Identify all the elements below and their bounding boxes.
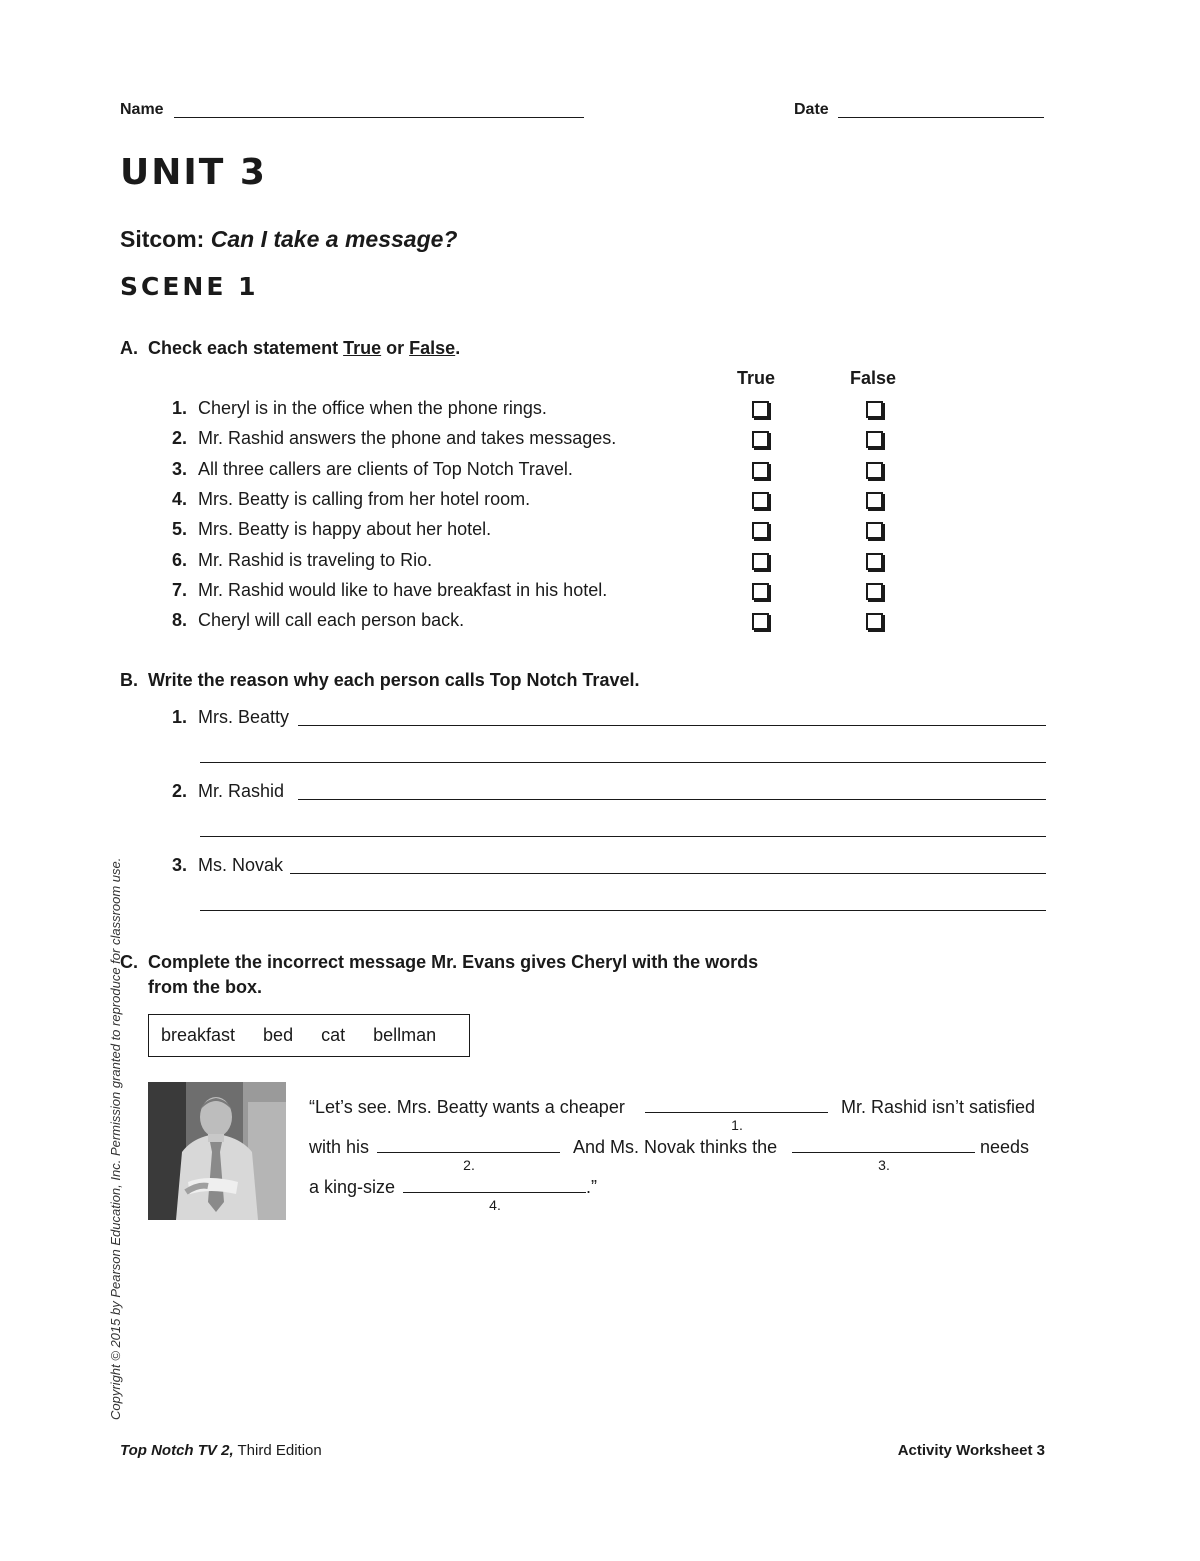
- section-a-instr-end: .: [455, 338, 461, 358]
- statement-item: [172, 489, 530, 510]
- sitcom-title: [120, 226, 457, 253]
- statement-text: Cheryl will call each person back.: [198, 610, 465, 631]
- true-checkbox[interactable]: [752, 583, 769, 600]
- reason-number: 1.: [172, 707, 188, 727]
- false-checkbox[interactable]: [866, 431, 883, 448]
- section-a-instruction: [120, 338, 460, 359]
- true-checkbox[interactable]: [752, 492, 769, 509]
- passage-text-6: a king-size: [309, 1177, 396, 1197]
- answer-line[interactable]: [200, 910, 1046, 911]
- copyright-notice: Copyright © 2015 by Pearson Education, Inc. Permission granted to reproduce for classroom use.: [108, 857, 123, 1420]
- blank-1-line[interactable]: [645, 1112, 828, 1113]
- statement-text: Mr. Rashid answers the phone and takes messages.: [198, 428, 617, 449]
- passage-text-3: with his: [309, 1137, 370, 1157]
- answer-line[interactable]: [298, 725, 1046, 726]
- section-a-instr-text: Check each statement: [148, 338, 339, 358]
- blank-2-line[interactable]: [377, 1152, 560, 1153]
- mr-evans-photo: [148, 1082, 286, 1220]
- passage-text-4: And Ms. Novak thinks the: [573, 1137, 778, 1157]
- passage-text-2: Mr. Rashid isn’t satisfied: [841, 1097, 1036, 1117]
- statement-text: Mrs. Beatty is calling from her hotel room.: [198, 488, 531, 509]
- statement-item: [172, 519, 491, 540]
- section-c-letter: C.: [120, 952, 138, 972]
- statement-number: 7.: [172, 579, 188, 600]
- date-field-line[interactable]: [838, 117, 1044, 118]
- footer-book-title: Top Notch TV 2,: [120, 1442, 234, 1459]
- passage-text-7: .”: [586, 1177, 597, 1197]
- blank-4-number: 4.: [489, 1197, 501, 1213]
- section-b-instr-text: Write the reason why each person calls Top Notch Travel.: [148, 670, 640, 690]
- word-box-item: breakfast: [161, 1025, 236, 1045]
- reason-person-name: Ms. Novak: [198, 855, 284, 875]
- false-checkbox[interactable]: [866, 462, 883, 479]
- answer-line[interactable]: [290, 873, 1046, 874]
- statement-number: 4.: [172, 488, 188, 509]
- section-c-instr-line1: Complete the incorrect message Mr. Evans gives Cheryl with the words: [148, 952, 759, 972]
- true-checkbox[interactable]: [752, 613, 769, 630]
- word-box: [148, 1014, 470, 1057]
- statement-number: 5.: [172, 519, 188, 540]
- answer-line[interactable]: [200, 762, 1046, 763]
- true-checkbox[interactable]: [752, 462, 769, 479]
- statement-item: [172, 610, 464, 631]
- blank-2-number: 2.: [463, 1157, 475, 1173]
- footer-worksheet: Activity Worksheet 3: [897, 1442, 1045, 1459]
- unit-title: UNIT 3: [120, 152, 267, 193]
- footer-book: [120, 1442, 322, 1459]
- statement-text: Mrs. Beatty is happy about her hotel.: [198, 519, 492, 540]
- blank-1-number: 1.: [731, 1117, 743, 1133]
- column-header-true: True: [737, 368, 776, 388]
- statement-text: Cheryl is in the office when the phone rings.: [198, 398, 547, 418]
- section-a-letter: A.: [120, 338, 138, 358]
- sitcom-episode-title: Can I take a message?: [210, 226, 458, 252]
- passage-text-1: “Let’s see. Mrs. Beatty wants a cheaper: [309, 1097, 625, 1117]
- statement-item: [172, 428, 616, 449]
- true-checkbox[interactable]: [752, 401, 769, 418]
- statement-number: 1.: [172, 398, 188, 418]
- name-label: Name: [120, 101, 164, 118]
- false-checkbox[interactable]: [866, 583, 883, 600]
- blank-3-number: 3.: [878, 1157, 890, 1173]
- false-checkbox[interactable]: [866, 401, 883, 418]
- reason-number: 3.: [172, 855, 188, 875]
- section-c-instruction: [120, 950, 758, 1000]
- statement-item: [172, 398, 547, 419]
- statement-text: Mr. Rashid would like to have breakfast in his hotel.: [198, 579, 608, 600]
- statement-item: [172, 459, 573, 480]
- word-box-item: bellman: [373, 1025, 437, 1045]
- footer-edition: Third Edition: [237, 1442, 322, 1459]
- section-a-instr-true: True: [343, 338, 382, 358]
- section-a-instr-false: False: [409, 338, 456, 358]
- word-box-item: bed: [263, 1025, 294, 1045]
- reason-item: [172, 855, 283, 876]
- sitcom-label: Sitcom:: [120, 226, 205, 252]
- passage-line-1: [309, 1097, 625, 1118]
- reason-person-name: Mrs. Beatty: [198, 707, 290, 727]
- statement-item: [172, 580, 607, 601]
- reason-number: 2.: [172, 781, 188, 801]
- passage-text-5: needs: [980, 1137, 1030, 1157]
- true-checkbox[interactable]: [752, 553, 769, 570]
- blank-4-line[interactable]: [403, 1192, 586, 1193]
- column-header-false: False: [850, 368, 897, 388]
- answer-line[interactable]: [200, 836, 1046, 837]
- reason-person-name: Mr. Rashid: [198, 781, 285, 801]
- blank-3-line[interactable]: [792, 1152, 975, 1153]
- statement-number: 2.: [172, 428, 188, 449]
- statement-number: 6.: [172, 549, 188, 570]
- statement-number: 8.: [172, 610, 188, 631]
- date-label: Date: [794, 101, 829, 118]
- statement-item: [172, 550, 432, 571]
- scene-title: SCENE 1: [120, 272, 259, 301]
- reason-item: [172, 781, 284, 802]
- section-b-letter: B.: [120, 670, 138, 690]
- false-checkbox[interactable]: [866, 522, 883, 539]
- statement-text: All three callers are clients of Top Notch Travel.: [198, 458, 573, 479]
- statement-text: Mr. Rashid is traveling to Rio.: [198, 549, 433, 570]
- true-checkbox[interactable]: [752, 522, 769, 539]
- section-b-instruction: [120, 670, 639, 691]
- true-checkbox[interactable]: [752, 431, 769, 448]
- reason-item: [172, 707, 289, 728]
- false-checkbox[interactable]: [866, 492, 883, 509]
- word-box-item: cat: [321, 1025, 346, 1045]
- name-field-line[interactable]: [174, 117, 584, 118]
- statement-number: 3.: [172, 458, 188, 479]
- answer-line[interactable]: [298, 799, 1046, 800]
- false-checkbox[interactable]: [866, 613, 883, 630]
- false-checkbox[interactable]: [866, 553, 883, 570]
- section-a-instr-or: or: [386, 338, 405, 358]
- section-c-instr-line2: from the box.: [148, 977, 263, 997]
